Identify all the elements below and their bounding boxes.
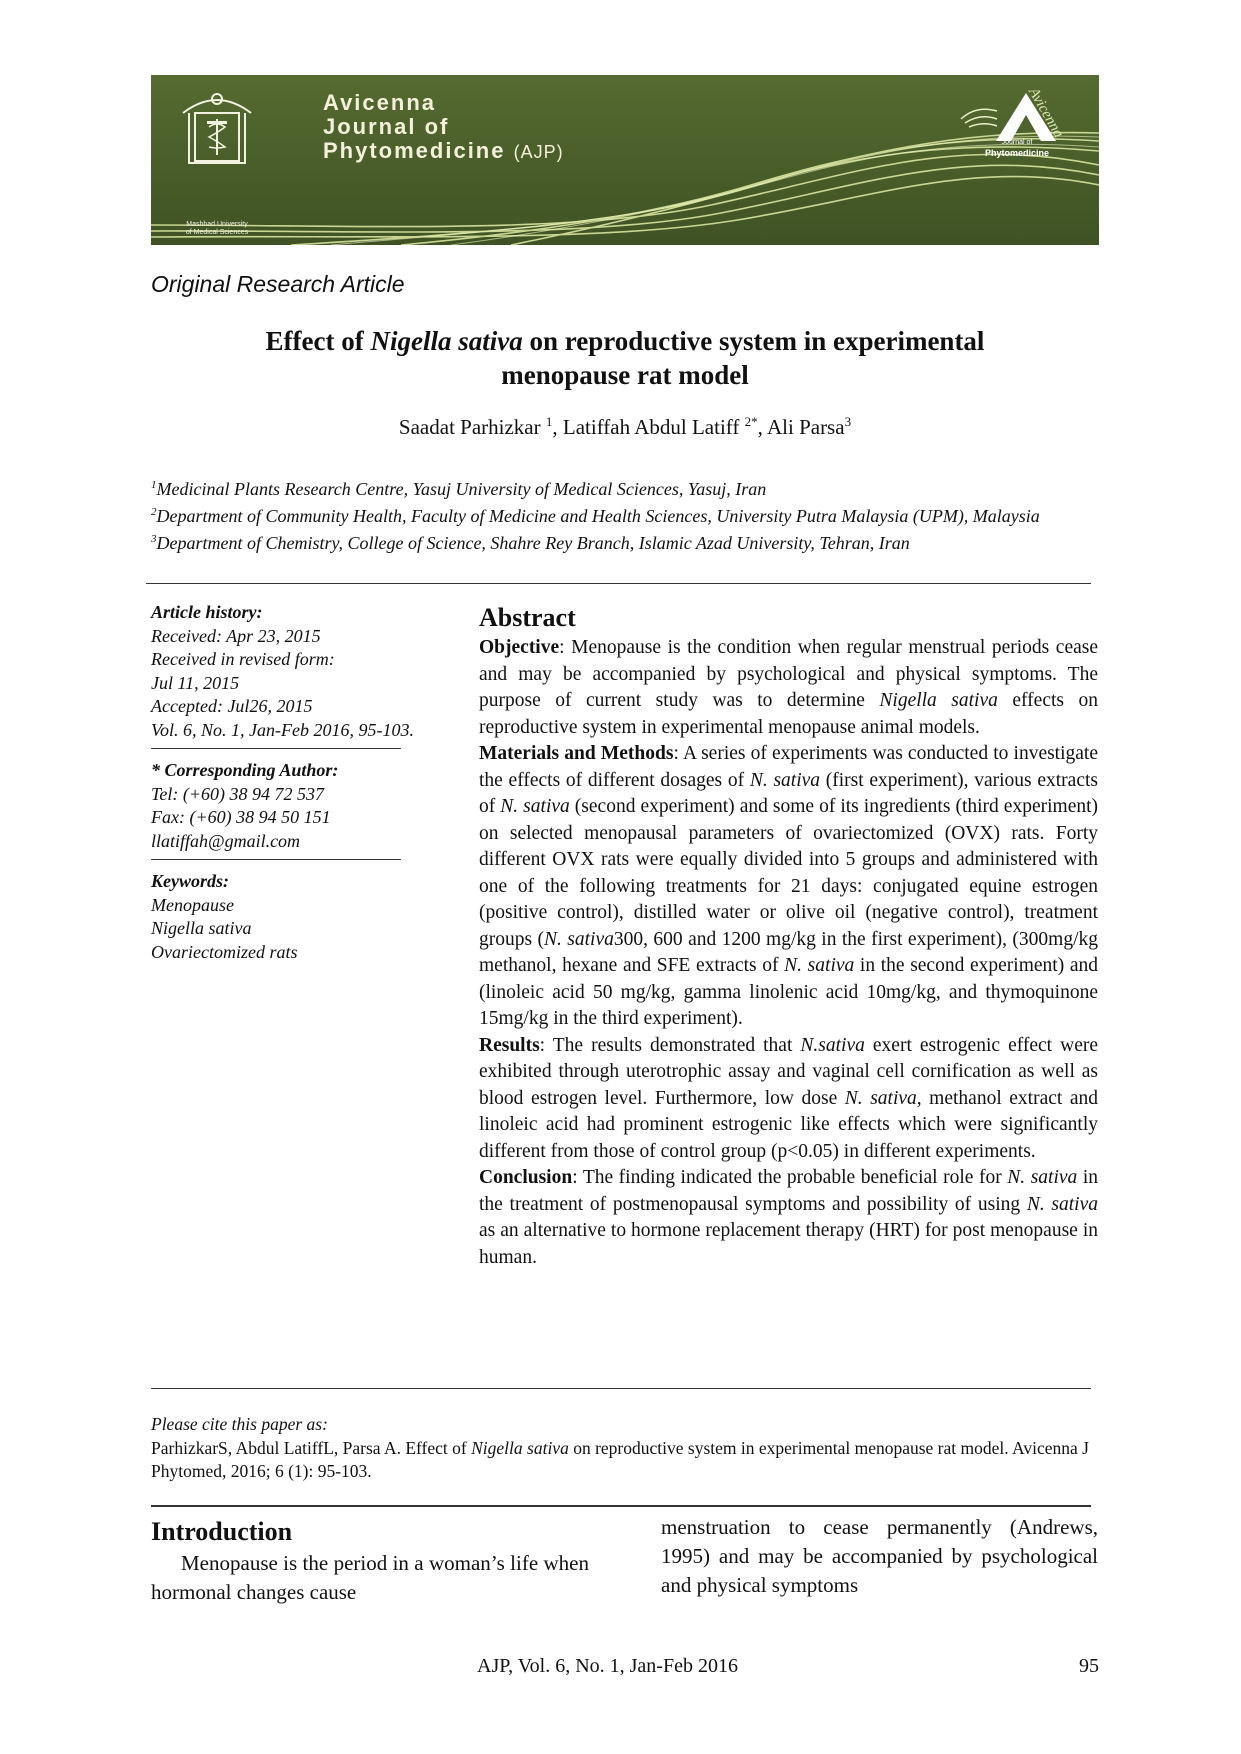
article-type: Original Research Article xyxy=(151,271,405,297)
introduction-heading: Introduction xyxy=(151,1517,293,1546)
introduction-text: menstruation to cease permanently (Andrews, 1995) and may be accompanied by psychological and physical symptoms xyxy=(661,1515,1098,1597)
page-number: 95 xyxy=(1079,1655,1099,1677)
introduction-right-column xyxy=(661,1513,1098,1600)
revised-label: Received in revised form: xyxy=(151,649,335,669)
journal-logo-text: Journal of Phytomedicine xyxy=(984,139,1049,158)
author-list: Saadat Parhizkar $^1$, Latiffah Abdul Latiff $^{2*}$, Ali Parsa$^3$ xyxy=(398,414,852,439)
university-caption: Mashhad University of Medical Sciences xyxy=(185,221,249,236)
email-link[interactable]: llatiffah@gmail.com xyxy=(151,830,301,851)
journal-banner xyxy=(151,75,1099,245)
fax: Fax: (+60) 38 94 50 151 xyxy=(151,807,331,827)
abstract-results: Results: The results demonstrated that N.sativa exert estrogenic effect were exhibited through uterotrophic assay and vaginal cell cornification as well as blood estrogen level. Furthermore, low dose N. sativa, methanol extract and linoleic acid had prominent estrogenic like effects which were significantly different from those of control group (p<0.05) in different experiments. xyxy=(479,1034,1099,1162)
footer-journal-ref: AJP, Vol. 6, No. 1, Jan-Feb 2016 xyxy=(477,1655,738,1677)
journal-name-line1: Avicenna xyxy=(323,90,437,115)
journal-name-line2: Journal of xyxy=(323,114,450,139)
abstract-methods: Materials and Methods: A series of experiments was conducted to investigate the effects of different dosages of N. sativa (first experiment), various extracts of N. sativa (second experiment) and some of its ingredients (third experiment) on selected menopausal parameters of ovariectomized (OVX) rats. Forty different OVX rats were equally divided into 5 groups and administered with one of the following treatments for 21 days: conjugated equine estrogen (positive control), distilled water or olive oil (negative control), treatment groups (N. sativa300, 600 and 1200 mg/kg in the first experiment), (300mg/kg methanol, hexane and SFE extracts of N. sativa in the second experiment) and (linoleic acid 50 mg/kg, gamma linolenic acid 10mg/kg, and thymoquinone 15mg/kg in the third experiment). xyxy=(479,743,1099,1029)
affiliation-item: $^1$Medicinal Plants Research Centre, Yasuj University of Medical Sciences, Yasuj, Iran xyxy=(151,479,767,499)
journal-logo-arc-text: Avicenna xyxy=(1025,85,1067,141)
accepted-date: Accepted: Jul26, 2015 xyxy=(151,696,313,716)
journal-name xyxy=(323,91,564,164)
university-emblem-icon xyxy=(169,83,265,233)
affiliation-item: $^3$Department of Chemistry, College of Science, Shahre Rey Branch, Islamic Azad University, Tehran, Iran xyxy=(151,533,910,553)
keyword: Ovariectomized rats xyxy=(151,941,298,962)
journal-logo-icon xyxy=(941,81,1091,181)
volume-info: Vol. 6, No. 1, Jan-Feb 2016, 95-103. xyxy=(151,719,414,740)
citation-text: ParhizkarS, Abdul LatiffL, Parsa A. Effect of Nigella sativa on reproductive system in experimental menopause rat model. Avicenna J Phytomed, 2016; 6 (1): 95-103. xyxy=(151,1437,1089,1481)
abstract-objective: Objective: Menopause is the condition when regular menstrual periods cease and may be accompanied by psychological and physical symptoms. The purpose of current study was to determine Nigella sativa effects on reproductive system in experimental menopause animal models. xyxy=(479,637,1098,738)
article-info-sidebar xyxy=(151,601,421,964)
introduction-text: Menopause is the period in a woman’s life when hormonal changes cause xyxy=(151,1551,589,1604)
author-name: Latiffah Abdul Latiff xyxy=(562,415,745,439)
affiliations xyxy=(151,474,1051,555)
received-date: Received: Apr 23, 2015 xyxy=(151,625,321,646)
journal-name-line3: Phytomedicine (AJP) xyxy=(323,138,564,163)
divider xyxy=(151,859,401,860)
abstract xyxy=(479,603,1098,1271)
author-name: Ali Parsa xyxy=(766,415,845,439)
corresponding-heading: * Corresponding Author: xyxy=(151,760,339,780)
keywords-heading: Keywords: xyxy=(151,871,229,891)
revised-date: Jul 11, 2015 xyxy=(151,672,240,693)
keyword: Menopause xyxy=(151,894,234,915)
paper-title: Effect of Nigella sativa on reproductive system in experimental menopause rat model xyxy=(265,326,985,390)
citation-block xyxy=(151,1413,1099,1484)
citation-label: Please cite this paper as: xyxy=(151,1414,328,1434)
keyword: Nigella sativa xyxy=(151,918,252,938)
affiliation-item: $^2$Department of Community Health, Faculty of Medicine and Health Sciences, University Putra Malaysia (UPM), Malaysia xyxy=(151,506,1040,526)
divider xyxy=(151,748,401,749)
history-heading: Article history: xyxy=(151,602,263,622)
abstract-heading: Abstract xyxy=(479,603,576,632)
divider xyxy=(146,583,1091,584)
divider xyxy=(151,1505,1091,1507)
abstract-conclusion: Conclusion: The finding indicated the probable beneficial role for N. sativa in the treatment of postmenopausal symptoms and possibility of using N. sativa as an alternative to hormone replacement therapy (HRT) for post menopause in human. xyxy=(479,1167,1098,1268)
introduction-left-column xyxy=(151,1517,589,1607)
author-name: Saadat Parhizkar xyxy=(398,415,546,439)
tel: Tel: (+60) 38 94 72 537 xyxy=(151,783,324,804)
divider xyxy=(151,1388,1091,1389)
